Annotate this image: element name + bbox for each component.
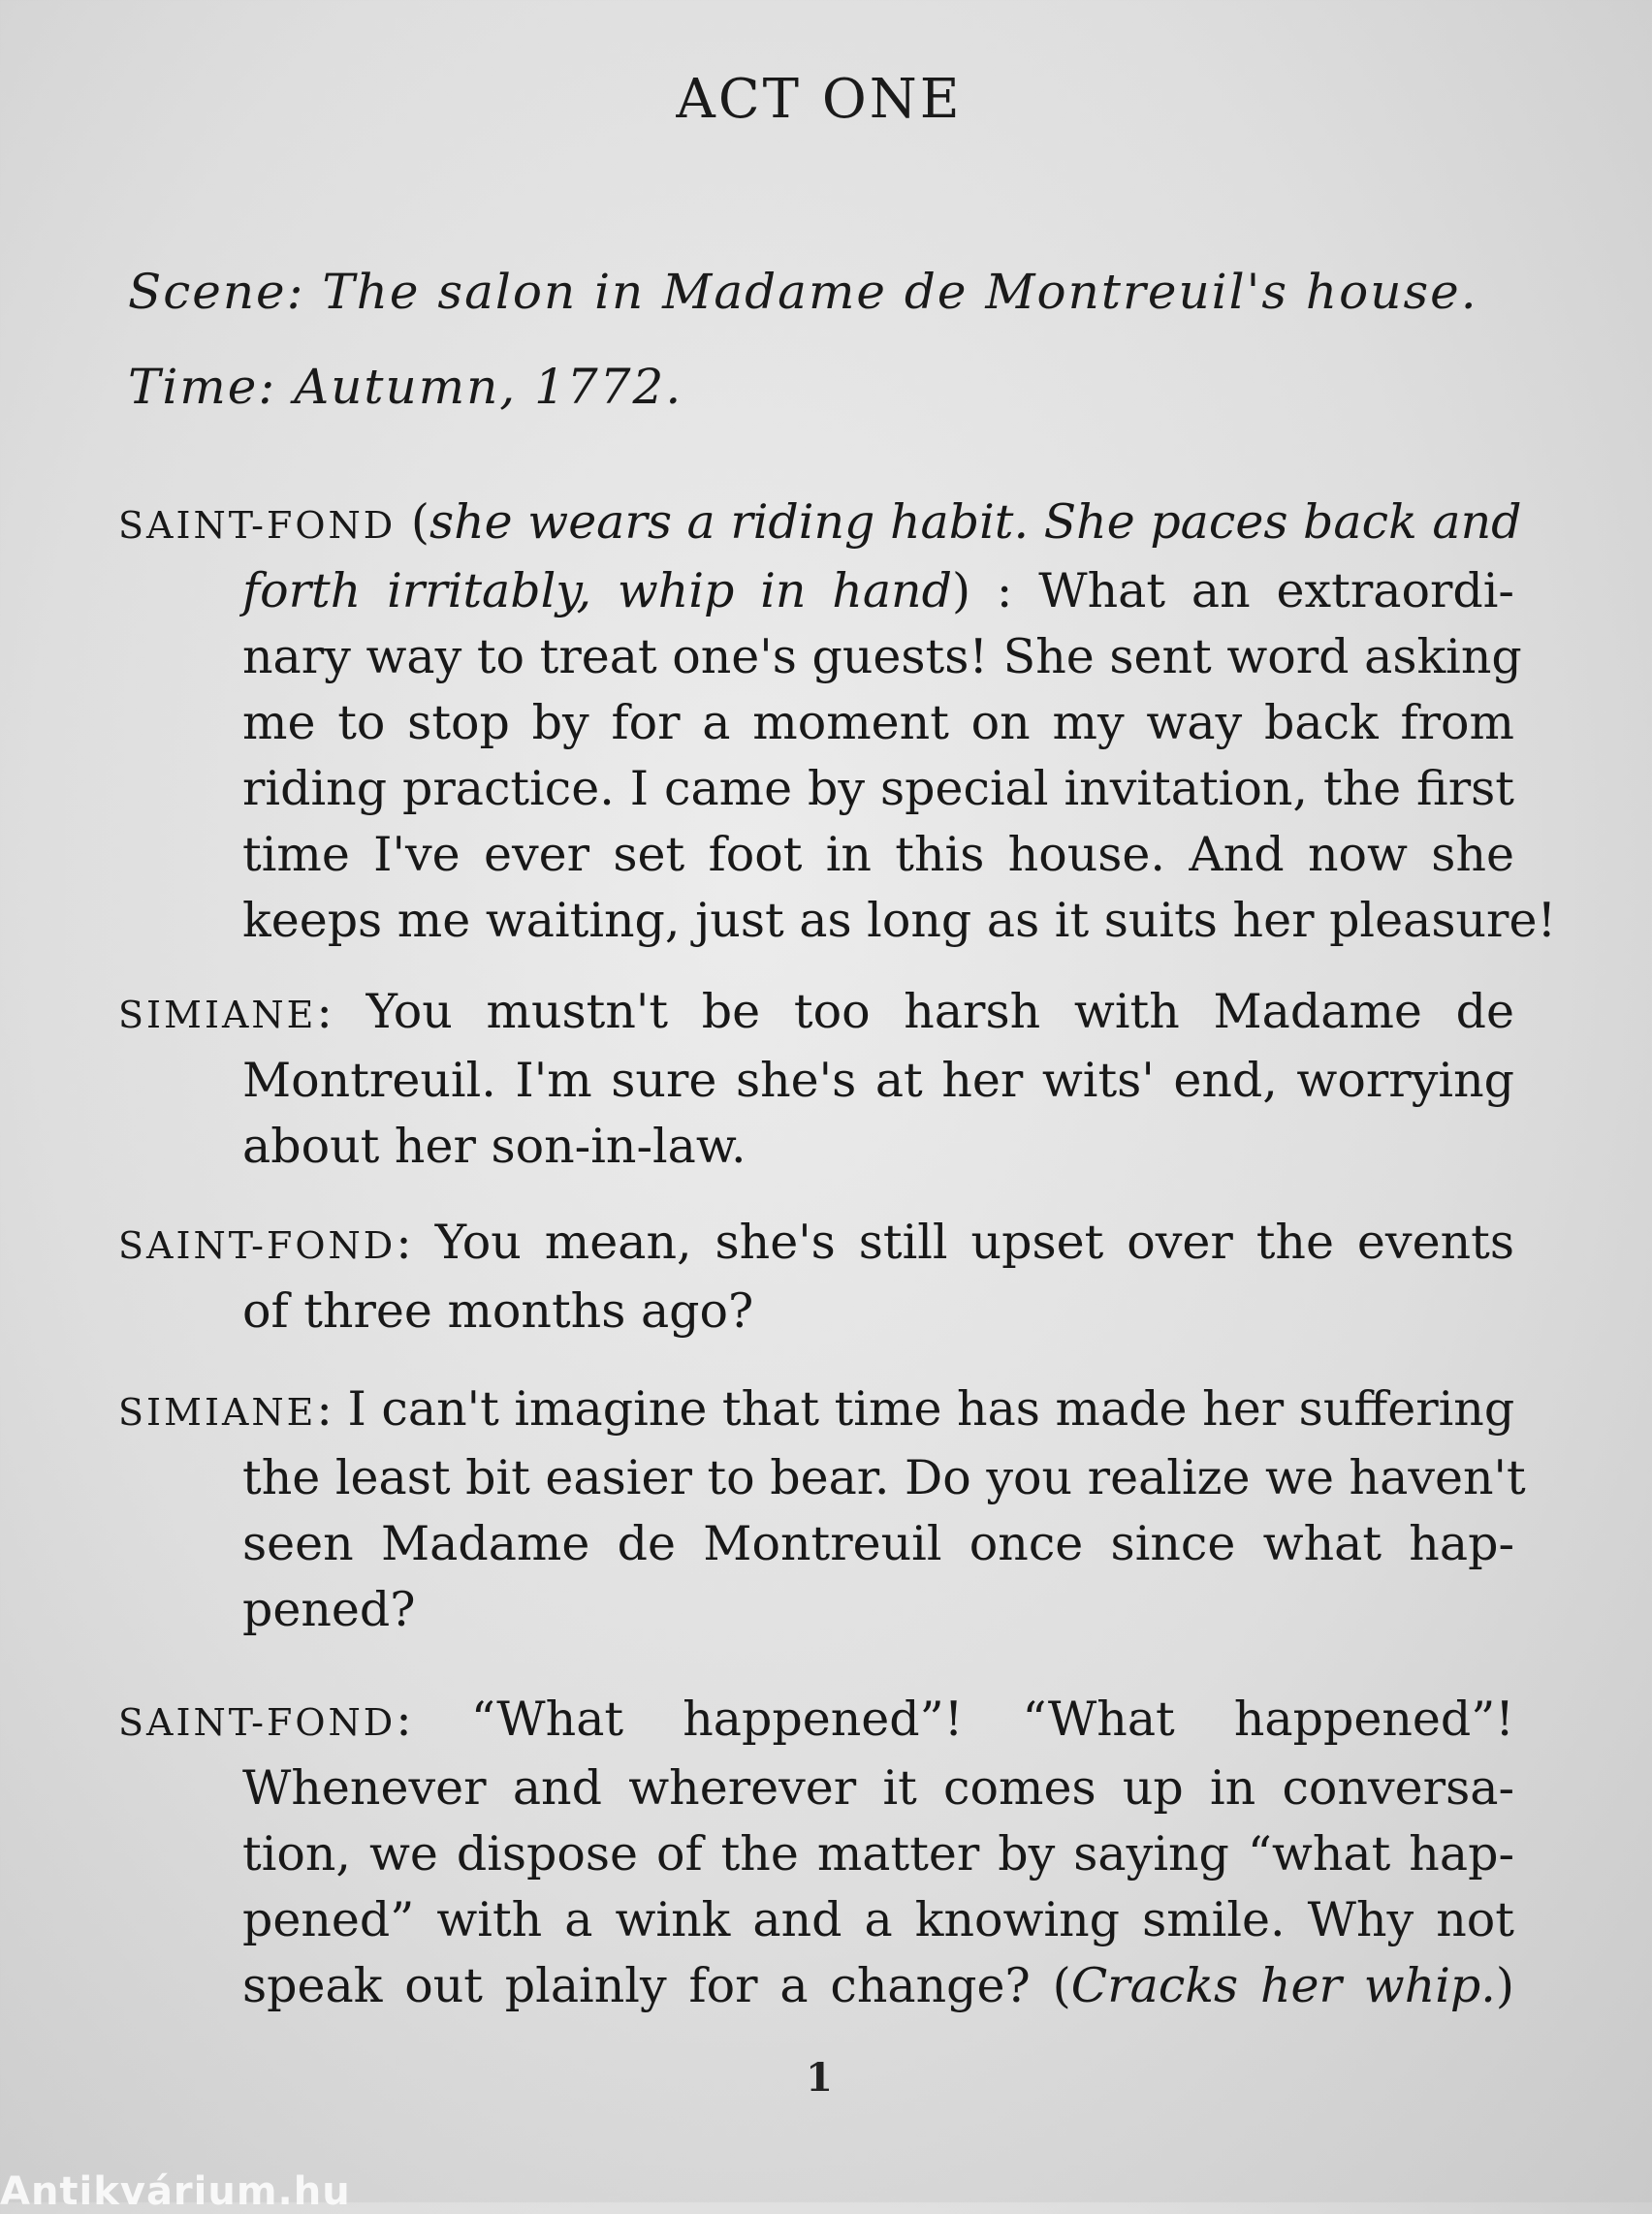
speech-text: : I can't imagine that time has made her suffering xyxy=(316,1381,1515,1437)
speech-line: riding practice. I came by special invitation, the first xyxy=(242,761,1514,816)
speech-first-line xyxy=(118,979,1514,1048)
speech-simiane-2 xyxy=(118,1376,1526,1643)
speech-text: ) : What an extraordi- xyxy=(951,563,1514,618)
speech-text: : You mean, she's still upset over the events xyxy=(396,1215,1514,1270)
stage-direction: forth irritably, whip in hand xyxy=(242,563,952,618)
scene-description: Scene: The salon in Madame de Montreuil's house. xyxy=(128,264,1478,320)
speech-first-line xyxy=(118,1210,1514,1279)
speech-line xyxy=(118,558,1514,624)
speech-saint-fond-2 xyxy=(118,1210,1514,1344)
speech-text: speak out plainly for a change? ( xyxy=(242,1958,1071,2013)
speech-simiane-1 xyxy=(118,979,1514,1180)
speaker-name: SAINT-FOND xyxy=(118,1701,397,1744)
stage-close: ) xyxy=(1495,1958,1514,2013)
stage-direction: she wears a riding habit. She paces back and xyxy=(429,494,1522,550)
speech-saint-fond-1 xyxy=(118,490,1557,954)
speech-first-line xyxy=(118,1376,1514,1445)
page-number: 1 xyxy=(806,2055,833,2101)
speech-text: : You mustn't be too harsh with Madame de xyxy=(316,984,1514,1039)
watermark-logo: Antikvárium.hu xyxy=(0,2169,351,2214)
speech-line: time I've ever set foot in this house. And now she xyxy=(242,827,1514,882)
speech-line: the least bit easier to bear. Do you realize we haven't xyxy=(242,1450,1526,1505)
speaker-name: SAINT-FOND xyxy=(118,504,397,547)
speech-line: seen Madame de Montreuil once since what hap- xyxy=(242,1516,1514,1571)
speaker-name: SIMIANE xyxy=(118,1391,317,1434)
speech-line: about her son-in-law. xyxy=(242,1119,747,1174)
speech-line: me to stop by for a moment on my way back from xyxy=(242,695,1514,750)
speech-saint-fond-3 xyxy=(118,1687,1514,2019)
speech-line: pened? xyxy=(242,1582,416,1637)
speech-text: : “What happened”! “What happened”! xyxy=(396,1692,1514,1747)
speech-line xyxy=(118,1953,1514,2019)
speech-first-line xyxy=(118,1687,1514,1755)
speech-line: Montreuil. I'm sure she's at her wits' end, worrying xyxy=(242,1053,1514,1108)
speech-line: pened” with a wink and a knowing smile. Why not xyxy=(242,1892,1514,1947)
speech-line: keeps me waiting, just as long as it suits her pleasure! xyxy=(242,893,1557,948)
stage-open: ( xyxy=(396,494,429,550)
act-title: ACT ONE xyxy=(676,68,963,131)
stage-direction: Cracks her whip. xyxy=(1070,1958,1496,2013)
speech-line: Whenever and wherever it comes up in conversa- xyxy=(242,1760,1514,1816)
speech-line: nary way to treat one's guests! She sent word asking xyxy=(242,629,1522,684)
speaker-name: SAINT-FOND xyxy=(118,1224,397,1267)
speech-line: tion, we dispose of the matter by saying “what hap- xyxy=(242,1826,1514,1882)
time-description: Time: Autumn, 1772. xyxy=(128,359,683,415)
speech-line: of three months ago? xyxy=(242,1283,754,1339)
speaker-name: SIMIANE xyxy=(118,994,317,1036)
speech-first-line xyxy=(118,490,1522,558)
